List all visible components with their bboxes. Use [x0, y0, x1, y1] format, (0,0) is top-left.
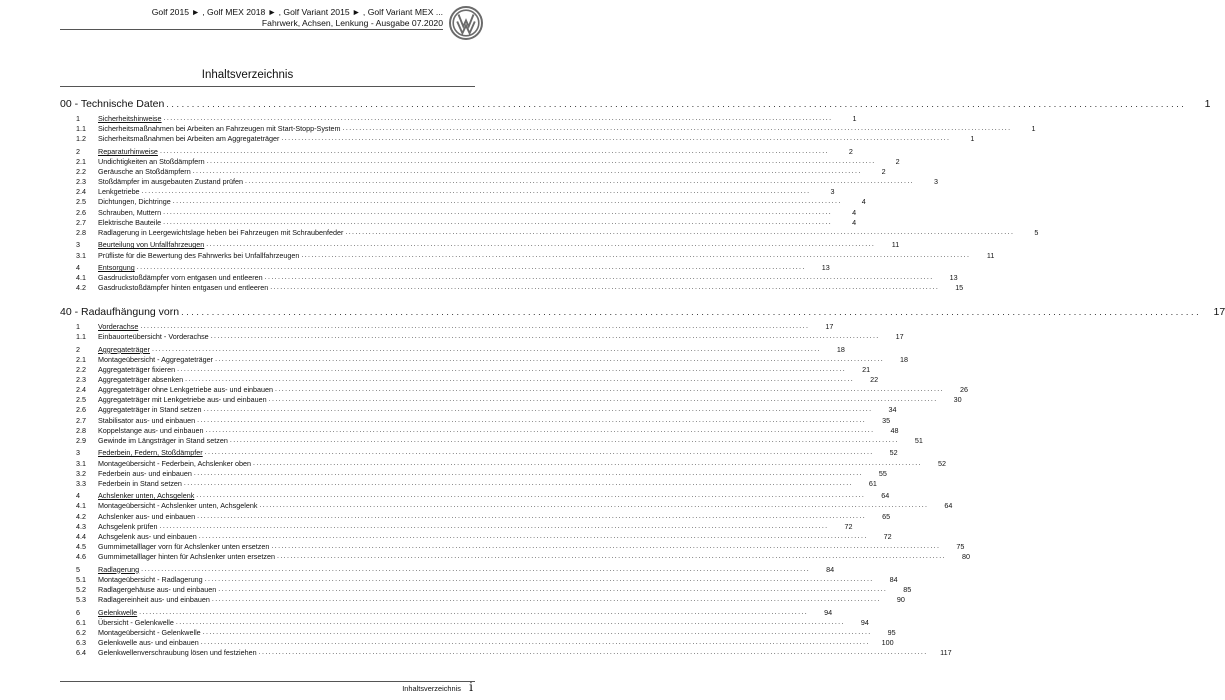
toc-subsection[interactable] — [60, 647, 952, 657]
toc-entry-title: Federbein, Federn, Stoßdämpfer — [98, 448, 203, 458]
toc-subsection[interactable] — [60, 541, 965, 551]
toc-leader-dots: ........................................................................................................................................................................................................ — [270, 284, 940, 292]
toc-entry-title: Lenkgetriebe — [98, 187, 140, 197]
toc-entry-page: 2 — [881, 167, 886, 177]
table-of-contents — [60, 97, 1225, 658]
toc-section[interactable] — [60, 448, 898, 458]
toc-leader-dots: ........................................................................................................................................................................................................ — [271, 542, 941, 550]
toc-leader-dots: ........................................................................................................................................................................................................ — [229, 436, 899, 444]
toc-entry-title: Elektrische Bauteile — [98, 217, 162, 227]
toc-subsection[interactable] — [60, 551, 970, 561]
toc-entry-number: 3 — [76, 448, 80, 458]
toc-entry-page: 61 — [868, 478, 877, 488]
toc-entry-title: Montageübersicht - Federbein, Achslenker oben — [98, 458, 252, 468]
toc-subsection[interactable] — [60, 273, 958, 283]
toc-leader-dots: ........................................................................................................................................................................................................ — [268, 396, 938, 404]
toc-entry-number: 4.5 — [76, 541, 86, 551]
toc-entry-page: 4 — [852, 207, 857, 217]
toc-entry-number: 2.4 — [76, 187, 86, 197]
toc-entry-title: Aggregateträger absenken — [98, 375, 184, 385]
toc-entry-page: 17 — [825, 322, 834, 332]
toc-entry-page: 18 — [900, 354, 909, 364]
toc-entry-page: 94 — [860, 617, 869, 627]
toc-entry-title: Aggregateträger fixieren — [98, 365, 176, 375]
toc-subsection[interactable] — [60, 458, 946, 468]
toc-entry-number: 4.1 — [76, 501, 86, 511]
toc-leader-dots: ........................................................................................................................................................................................................ — [211, 595, 881, 603]
toc-entry-page: 22 — [870, 375, 879, 385]
vw-logo-icon — [449, 6, 483, 40]
toc-subsection[interactable] — [60, 511, 891, 521]
toc-chapter-label — [60, 98, 166, 110]
toc-entry-page: 1 — [852, 114, 857, 124]
toc-leader-dots: ........................................................................................................................................................................................................ — [210, 333, 880, 341]
toc-entry-page: 64 — [881, 491, 890, 501]
toc-entry-page: 85 — [903, 584, 912, 594]
toc-entry-page: 15 — [955, 283, 964, 293]
toc-entry-number: 5 — [76, 564, 80, 574]
toc-entry-title: Gelenkwelle aus- und einbauen — [98, 637, 199, 647]
toc-leader-dots: ........................................................................................................................................................................................................ — [218, 585, 888, 593]
toc-entry-title: Dichtungen, Dichtringe — [98, 197, 171, 207]
toc-subsection[interactable] — [60, 617, 869, 627]
toc-entry-title: Geräusche an Stoßdämpfern — [98, 167, 191, 177]
toc-entry-number: 3 — [76, 240, 80, 250]
toc-entry-number: 6.3 — [76, 637, 86, 647]
toc-entry-number: 1 — [76, 114, 80, 124]
toc-leader-dots: ........................................................................................................................................................................................................ — [181, 306, 1202, 317]
toc-entry-number: 4.3 — [76, 521, 86, 531]
toc-entry-page: 35 — [882, 415, 891, 425]
toc-leader-dots: ........................................................................................................................................................................................................ — [276, 552, 946, 560]
toc-subsection[interactable] — [60, 332, 904, 342]
toc-leader-dots: ........................................................................................................................................................................................................ — [193, 469, 863, 477]
toc-entry-page: 100 — [881, 637, 894, 647]
toc-leader-dots: ........................................................................................................................................................................................................ — [175, 618, 845, 626]
header-models: Golf 2015 ► , Golf MEX 2018 ► , Golf Variant 2015 ► , Golf Variant MEX ... — [151, 7, 443, 17]
toc-subsection[interactable] — [60, 134, 975, 144]
toc-chapter[interactable] — [60, 97, 1211, 111]
toc-entry-title: Gelenkwellenverschraubung lösen und festziehen — [98, 647, 257, 657]
toc-entry-page: 55 — [878, 468, 887, 478]
toc-entry-number: 2.5 — [76, 197, 86, 207]
toc-chapter-number: 00 - — [60, 98, 79, 110]
toc-entry-number: 2.1 — [76, 354, 86, 364]
toc-leader-dots: ........................................................................................................................................................................................................ — [204, 575, 874, 583]
toc-entry-number: 4.2 — [76, 511, 86, 521]
toc-leader-dots: ........................................................................................................................................................................................................ — [197, 512, 867, 520]
toc-entry-page: 13 — [949, 273, 958, 283]
toc-entry-title: Reparaturhinweise — [98, 147, 158, 157]
toc-chapter-page: 1 — [1204, 98, 1211, 110]
toc-entry-page: 65 — [882, 511, 891, 521]
toc-subsection[interactable] — [60, 395, 962, 405]
toc-chapter[interactable] — [60, 305, 1225, 319]
toc-leader-dots: ........................................................................................................................................................................................................ — [136, 264, 806, 272]
toc-entry-title: Aggregateträger — [98, 344, 150, 354]
toc-entry-number: 2 — [76, 147, 80, 157]
toc-entry-title: Gasdruckstoßdämpfer hinten entgasen und entleeren — [98, 283, 269, 293]
toc-entry-page: 1 — [970, 134, 975, 144]
toc-entry-page: 72 — [883, 531, 892, 541]
toc-leader-dots: ........................................................................................................................................................................................................ — [198, 532, 868, 540]
toc-entry-title: Montageübersicht - Radlagerung — [98, 574, 203, 584]
toc-section[interactable] — [60, 240, 900, 250]
toc-leader-dots: ........................................................................................................................................................................................................ — [172, 198, 842, 206]
toc-subsection[interactable] — [60, 478, 877, 488]
toc-subsection[interactable] — [60, 124, 1036, 134]
toc-subsection[interactable] — [60, 250, 995, 260]
toc-entry-title: Stabilisator aus- und einbauen — [98, 415, 196, 425]
toc-entry-title: Prüfliste für die Bewertung des Fahrwerks bei Unfallfahrzeugen — [98, 250, 300, 260]
toc-entry-page: 34 — [888, 405, 897, 415]
toc-entry-number: 2.6 — [76, 405, 86, 415]
toc-entry-page: 94 — [824, 607, 833, 617]
toc-entry-number: 2.7 — [76, 217, 86, 227]
toc-entry-page: 90 — [896, 594, 905, 604]
toc-entry-number: 1.2 — [76, 134, 86, 144]
toc-entry-page: 4 — [861, 197, 866, 207]
toc-subsection[interactable] — [60, 521, 853, 531]
toc-entry-number: 1 — [76, 322, 80, 332]
toc-entry-number: 2.5 — [76, 395, 86, 405]
toc-subsection[interactable] — [60, 574, 898, 584]
toc-subsection[interactable] — [60, 468, 887, 478]
toc-subsection[interactable] — [60, 167, 886, 177]
toc-entry-number: 6 — [76, 607, 80, 617]
footer-label: Inhaltsverzeichnis — [402, 684, 461, 693]
toc-entry-number: 4 — [76, 263, 80, 273]
toc-entry-title: Achsgelenk aus- und einbauen — [98, 531, 197, 541]
toc-entry-title: Koppelstange aus- und einbauen — [98, 425, 204, 435]
toc-subsection[interactable] — [60, 187, 835, 197]
toc-entry-title: Achsgelenk prüfen — [98, 521, 158, 531]
toc-entry-page: 72 — [844, 521, 853, 531]
toc-subsection[interactable] — [60, 637, 894, 647]
toc-entry-number: 2.1 — [76, 157, 86, 167]
toc-entry-page: 11 — [891, 240, 900, 250]
toc-entry-number: 2.8 — [76, 425, 86, 435]
toc-entry-page: 51 — [914, 435, 923, 445]
toc-entry-number: 2.4 — [76, 385, 86, 395]
toc-entry-page: 17 — [895, 332, 904, 342]
toc-subsection[interactable] — [60, 157, 900, 167]
toc-subsection[interactable] — [60, 531, 892, 541]
toc-entry-title: Radlagerung in Leergewichtslage heben bei Fahrzeugen mit Schraubenfeder — [98, 227, 344, 237]
toc-entry-page: 80 — [961, 551, 970, 561]
page-header — [0, 0, 495, 66]
toc-entry-page: 3 — [934, 177, 939, 187]
toc-entry-number: 2.6 — [76, 207, 86, 217]
toc-entry-title: Radlagereinheit aus- und einbauen — [98, 594, 210, 604]
toc-leader-dots: ........................................................................................................................................................................................................ — [192, 168, 862, 176]
footer-page-number: i — [469, 680, 473, 694]
toc-leader-dots: ........................................................................................................................................................................................................ — [253, 459, 922, 467]
toc-leader-dots: ........................................................................................................................................................................................................ — [258, 648, 928, 656]
title-divider — [60, 86, 475, 87]
toc-entry-number: 2.2 — [76, 167, 86, 177]
toc-entry-page: 64 — [944, 501, 953, 511]
toc-leader-dots: ........................................................................................................................................................................................................ — [163, 218, 833, 226]
toc-entry-title: Einbauorteübersicht - Vorderachse — [98, 332, 209, 342]
toc-section[interactable] — [60, 564, 835, 574]
toc-leader-dots: ........................................................................................................................................................................................................ — [183, 479, 853, 487]
toc-entry-title: Gewinde im Längsträger in Stand setzen — [98, 435, 228, 445]
header-subtitle: Fahrwerk, Achsen, Lenkung - Ausgabe 07.2020 — [261, 18, 443, 28]
toc-entry-number: 2.2 — [76, 365, 86, 375]
toc-entry-title: Gasdruckstoßdämpfer vorn entgasen und entleeren — [98, 273, 263, 283]
toc-leader-dots: ........................................................................................................................................................................................................ — [342, 125, 1012, 133]
toc-leader-dots: ........................................................................................................................................................................................................ — [185, 376, 855, 384]
toc-entry-title: Federbein aus- und einbauen — [98, 468, 192, 478]
toc-leader-dots: ........................................................................................................................................................................................................ — [159, 148, 829, 156]
toc-entry-number: 4.4 — [76, 531, 86, 541]
toc-entry-page: 2 — [848, 147, 853, 157]
toc-section[interactable] — [60, 491, 890, 501]
toc-entry-page: 48 — [890, 425, 899, 435]
toc-entry-page: 84 — [826, 564, 835, 574]
toc-entry-number: 5.2 — [76, 584, 86, 594]
toc-chapter-page: 17 — [1213, 305, 1225, 318]
toc-entry-page: 75 — [956, 541, 965, 551]
toc-entry-number: 1.1 — [76, 332, 86, 342]
toc-chapter-number: 40 - — [60, 305, 79, 318]
toc-leader-dots: ........................................................................................................................................................................................................ — [140, 323, 810, 331]
toc-entry-title: Stoßdämpfer im ausgebauten Zustand prüfen — [98, 177, 244, 187]
toc-entry-title: Gummimetalllager vorn für Achslenker unten ersetzen — [98, 541, 270, 551]
toc-entry-page: 95 — [887, 627, 896, 637]
toc-entry-page: 26 — [960, 385, 968, 395]
toc-entry-number: 4.2 — [76, 283, 86, 293]
toc-entry-number: 3.3 — [76, 478, 86, 488]
toc-leader-dots: ........................................................................................................................................................................................................ — [197, 416, 867, 424]
toc-chapter-label — [60, 306, 181, 318]
toc-subsection[interactable] — [60, 405, 897, 415]
toc-subsection[interactable] — [60, 197, 866, 207]
toc-subsection[interactable] — [60, 435, 923, 445]
toc-subsection[interactable] — [60, 227, 1039, 237]
toc-leader-dots: ........................................................................................................................................................................................................ — [202, 628, 872, 636]
toc-entry-title: Achslenker unten, Achsgelenk — [98, 491, 195, 501]
toc-entry-page: 1 — [1031, 124, 1036, 134]
toc-subsection[interactable] — [60, 207, 857, 217]
toc-entry-page: 52 — [889, 448, 898, 458]
toc-entry-page: 52 — [938, 458, 946, 468]
toc-subsection[interactable] — [60, 415, 891, 425]
toc-entry-number: 2.8 — [76, 227, 86, 237]
footer-divider — [60, 681, 475, 682]
toc-leader-dots: ........................................................................................................................................................................................................ — [205, 426, 875, 434]
toc-entry-number: 3.1 — [76, 250, 86, 260]
toc-entry-title: Schrauben, Muttern — [98, 207, 162, 217]
toc-entry-title: Gelenkwelle — [98, 607, 138, 617]
toc-entry-page: 2 — [895, 157, 900, 167]
toc-leader-dots: ........................................................................................................................................................................................................ — [163, 208, 833, 216]
toc-subsection[interactable] — [60, 354, 909, 364]
toc-entry-title: Aggregateträger ohne Lenkgetriebe aus- und einbauen — [98, 385, 274, 395]
toc-subsection[interactable] — [60, 584, 912, 594]
toc-entry-title: Beurteilung von Unfallfahrzeugen — [98, 240, 205, 250]
toc-leader-dots: ........................................................................................................................................................................................................ — [200, 638, 870, 646]
toc-entry-title: Aggregateträger in Stand setzen — [98, 405, 202, 415]
toc-entry-title: Radlagerung — [98, 564, 140, 574]
toc-leader-dots: ........................................................................................................................................................................................................ — [139, 608, 809, 616]
toc-leader-dots: ........................................................................................................................................................................................................ — [206, 241, 876, 249]
toc-entry-title: Montageübersicht - Gelenkwelle — [98, 627, 201, 637]
toc-leader-dots: ........................................................................................................................................................................................................ — [245, 178, 915, 186]
toc-entry-number: 1.1 — [76, 124, 86, 134]
toc-leader-dots: ........................................................................................................................................................................................................ — [159, 522, 829, 530]
toc-leader-dots: ........................................................................................................................................................................................................ — [196, 492, 866, 500]
toc-entry-number: 3.1 — [76, 458, 86, 468]
toc-section[interactable] — [60, 344, 845, 354]
toc-subsection[interactable] — [60, 627, 896, 637]
toc-entry-number: 4.6 — [76, 551, 86, 561]
toc-entry-number: 2.7 — [76, 415, 86, 425]
page-title: Inhaltsverzeichnis — [201, 69, 294, 81]
toc-subsection[interactable] — [60, 594, 905, 604]
toc-entry-number: 5.1 — [76, 574, 86, 584]
toc-entry-title: Vorderachse — [98, 322, 139, 332]
toc-entry-number: 3.2 — [76, 468, 86, 478]
toc-entry-number: 2.3 — [76, 177, 86, 187]
toc-entry-number: 2.9 — [76, 435, 86, 445]
toc-leader-dots: ........................................................................................................................................................................................................ — [301, 251, 971, 259]
toc-leader-dots: ........................................................................................................................................................................................................ — [264, 274, 934, 282]
toc-subsection[interactable] — [60, 365, 871, 375]
toc-subsection[interactable] — [60, 177, 939, 187]
toc-entry-title: Montageübersicht - Aggregateträger — [98, 354, 214, 364]
toc-entry-number: 2.3 — [76, 375, 86, 385]
toc-subsection[interactable] — [60, 217, 857, 227]
toc-entry-title: Radlagergehäuse aus- und einbauen — [98, 584, 217, 594]
toc-leader-dots: ........................................................................................................................................................................................................ — [177, 366, 847, 374]
toc-leader-dots: ........................................................................................................................................................................................................ — [206, 158, 876, 166]
toc-entry-title: Federbein in Stand setzen — [98, 478, 182, 488]
toc-entry-title: Undichtigkeiten an Stoßdämpfern — [98, 157, 205, 167]
toc-section[interactable] — [60, 322, 834, 332]
toc-entry-title: Achslenker aus- und einbauen — [98, 511, 196, 521]
toc-entry-page: 4 — [852, 217, 857, 227]
toc-leader-dots: ........................................................................................................................................................................................................ — [204, 449, 874, 457]
toc-entry-number: 4 — [76, 491, 80, 501]
toc-chapter-title: Technische Daten — [80, 98, 165, 110]
toc-entry-title: Sicherheitsmaßnahmen bei Arbeiten am Aggregateträger — [98, 134, 280, 144]
toc-entry-number: 2 — [76, 344, 80, 354]
toc-entry-page: 117 — [940, 647, 952, 657]
toc-entry-page: 30 — [953, 395, 962, 405]
toc-entry-number: 5.3 — [76, 594, 86, 604]
toc-entry-page: 11 — [986, 250, 995, 260]
toc-leader-dots: ........................................................................................................................................................................................................ — [166, 99, 1187, 109]
toc-entry-title: Gummimetalllager hinten für Achslenker unten ersetzen — [98, 551, 275, 561]
toc-section[interactable] — [60, 263, 830, 273]
toc-leader-dots: ........................................................................................................................................................................................................ — [215, 355, 885, 363]
toc-entry-page: 13 — [821, 263, 830, 273]
toc-subsection[interactable] — [60, 283, 964, 293]
toc-entry-page: 5 — [1034, 227, 1039, 237]
toc-entry-page: 18 — [836, 344, 845, 354]
toc-section[interactable] — [60, 146, 853, 157]
toc-entry-number: 6.4 — [76, 647, 86, 657]
toc-chapter-title: Radaufhängung vorn — [81, 305, 180, 318]
toc-leader-dots: ........................................................................................................................................................................................................ — [345, 228, 1015, 236]
toc-leader-dots: ........................................................................................................................................................................................................ — [203, 406, 873, 414]
toc-subsection[interactable] — [60, 501, 953, 511]
toc-entry-page: 21 — [862, 365, 871, 375]
toc-leader-dots: ........................................................................................................................................................................................................ — [281, 135, 951, 143]
toc-entry-title: Montageübersicht - Achslenker unten, Achsgelenk — [98, 501, 258, 511]
toc-entry-title: Aggregateträger mit Lenkgetriebe aus- und einbauen — [98, 395, 267, 405]
toc-entry-number: 6.2 — [76, 627, 86, 637]
toc-entry-page: 84 — [889, 574, 898, 584]
toc-entry-title: Übersicht - Gelenkwelle — [98, 617, 174, 627]
toc-subsection[interactable] — [60, 425, 899, 435]
toc-entry-number: 6.1 — [76, 617, 86, 627]
toc-subsection[interactable] — [60, 385, 968, 395]
toc-entry-title: Sicherheitshinweise — [98, 114, 162, 124]
toc-entry-title: Sicherheitsmaßnahmen bei Arbeiten an Fahrzeugen mit Start-Stopp-System — [98, 124, 341, 134]
toc-entry-page: 3 — [830, 187, 835, 197]
toc-leader-dots: ........................................................................................................................................................................................................ — [275, 386, 944, 394]
toc-entry-title: Entsorgung — [98, 263, 135, 273]
header-divider — [60, 29, 443, 30]
toc-leader-dots: ........................................................................................................................................................................................................ — [151, 345, 821, 353]
toc-leader-dots: ........................................................................................................................................................................................................ — [141, 188, 811, 196]
toc-section[interactable] — [60, 114, 857, 124]
toc-entry-number: 4.1 — [76, 273, 86, 283]
toc-leader-dots: ........................................................................................................................................................................................................ — [259, 502, 929, 510]
toc-section[interactable] — [60, 607, 833, 617]
toc-leader-dots: ........................................................................................................................................................................................................ — [141, 565, 811, 573]
toc-leader-dots: ........................................................................................................................................................................................................ — [163, 115, 833, 123]
toc-subsection[interactable] — [60, 375, 879, 385]
